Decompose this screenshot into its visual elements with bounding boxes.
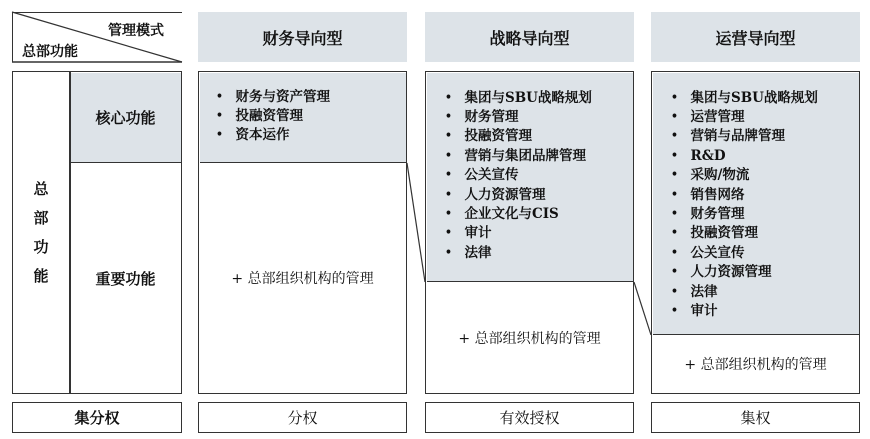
side-title (12, 71, 70, 394)
list-item: • 投融资管理 (671, 224, 859, 243)
list-item: • 销售网络 (671, 186, 859, 205)
finance-core-list (216, 88, 406, 146)
strategy-important-text: + 总部组织机构的管理 (458, 330, 601, 347)
list-item: • 采购/物流 (671, 166, 859, 185)
column-header-finance: 财务导向型 (198, 12, 407, 62)
finance-core-area (200, 73, 406, 163)
list-item: • 法律 (445, 244, 633, 263)
list-item: • 人力资源管理 (445, 186, 633, 205)
finance-important-text: + 总部组织机构的管理 (231, 271, 374, 287)
list-item: • 财务管理 (445, 108, 633, 127)
corner-top-label: 管理模式 (108, 23, 164, 39)
footer-label: 集分权 (12, 402, 182, 433)
operation-core-area (653, 73, 859, 335)
core-function-label: 核心功能 (71, 73, 181, 163)
strategy-core-list (445, 89, 633, 264)
list-item: • 审计 (671, 302, 859, 321)
list-item: • 企业文化与CIS (445, 205, 633, 224)
list-item: • 财务与资产管理 (216, 88, 406, 107)
side-title-char-2: 部 (33, 208, 49, 227)
footer-operation: 集权 (651, 402, 860, 433)
list-item: • 公关宣传 (671, 244, 859, 263)
list-item: • 投融资管理 (216, 107, 406, 126)
list-item: • 财务管理 (671, 205, 859, 224)
footer-finance: 分权 (198, 402, 407, 433)
strategy-core-area (427, 73, 633, 282)
list-item: • 审计 (445, 224, 633, 243)
list-item: • 投融资管理 (445, 127, 633, 146)
important-function-label: 重要功能 (95, 269, 156, 288)
list-item: • 运营管理 (671, 108, 859, 127)
list-item: • 集团与SBU战略规划 (445, 89, 633, 108)
side-title-char-1: 总 (33, 179, 49, 198)
list-item: • 营销与集团品牌管理 (445, 147, 633, 166)
list-item: • R&D (671, 147, 859, 166)
list-item: • 营销与品牌管理 (671, 127, 859, 146)
list-item: • 人力资源管理 (671, 263, 859, 282)
list-item: • 集团与SBU战略规划 (671, 89, 859, 108)
list-item: • 资本运作 (216, 126, 406, 145)
operation-important-text: + 总部组织机构的管理 (684, 357, 827, 373)
corner-bottom-label: 总部功能 (22, 44, 78, 60)
operation-core-list (671, 89, 859, 322)
list-item: • 公关宣传 (445, 166, 633, 185)
side-title-char-4: 能 (33, 266, 49, 285)
column-header-operation: 运营导向型 (651, 12, 860, 62)
list-item: • 法律 (671, 283, 859, 302)
side-title-char-3: 功 (33, 237, 49, 256)
column-header-strategy: 战略导向型 (425, 12, 634, 62)
footer-strategy: 有效授权 (425, 402, 634, 433)
